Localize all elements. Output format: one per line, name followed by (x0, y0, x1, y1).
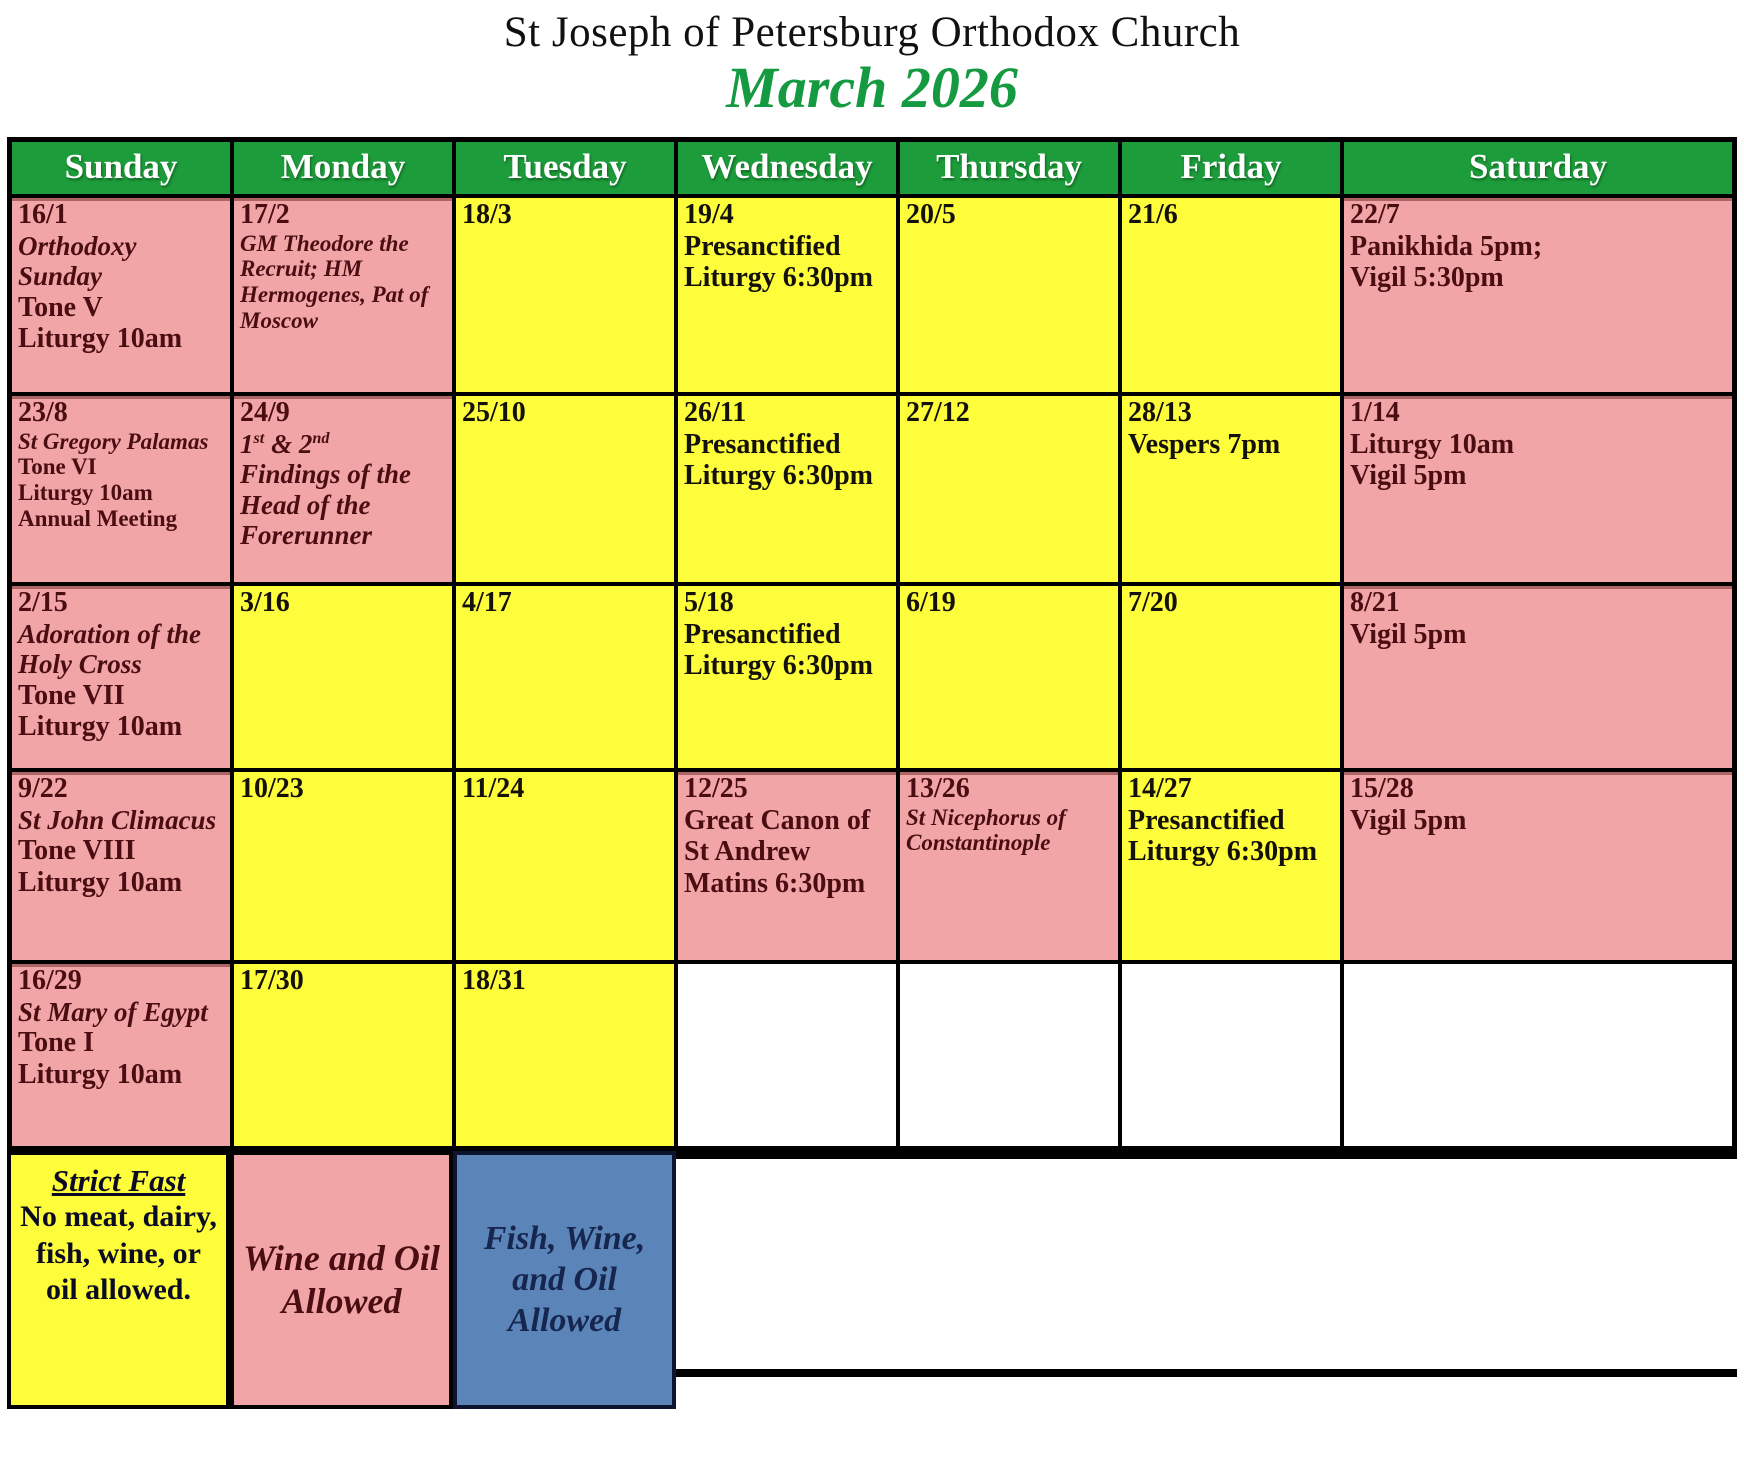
page-title: St Joseph of Petersburg Orthodox Church (503, 9, 1241, 56)
day-note: Presanctified Liturgy 6:30pm (684, 618, 873, 682)
weekday-header-thursday: Thursday (898, 140, 1120, 196)
weekday-header-monday: Monday (232, 140, 454, 196)
day-date: 18/31 (462, 965, 526, 997)
day-date: 17/30 (240, 965, 304, 997)
legend-fish-wine-oil-body: Fish, Wine, and Oil Allowed (483, 1219, 646, 1339)
day-cell (454, 962, 676, 1148)
day-cell (676, 584, 898, 770)
day-date: 14/27 (1128, 773, 1192, 805)
day-cell (10, 962, 232, 1148)
day-cell (1342, 584, 1734, 770)
day-note: 1st & 2nd (240, 428, 330, 459)
day-note: Vigil 5pm (1350, 460, 1467, 492)
weekday-header-wednesday: Wednesday (676, 140, 898, 196)
day-cell (232, 770, 454, 962)
day-date: 25/10 (462, 397, 526, 429)
day-cell (232, 196, 454, 394)
day-date: 1/14 (1350, 397, 1400, 429)
day-note: Liturgy 10am (18, 480, 153, 506)
day-date: 20/5 (906, 199, 956, 231)
weekday-header-sunday: Sunday (10, 140, 232, 196)
day-note: Tone I (18, 1027, 95, 1058)
day-cell (898, 584, 1120, 770)
day-date: 16/29 (18, 965, 82, 997)
legend-row (7, 1151, 1737, 1409)
day-cell (676, 394, 898, 584)
day-note: Liturgy 10am (18, 866, 183, 898)
day-date: 28/13 (1128, 397, 1192, 429)
day-date: 16/1 (18, 199, 68, 231)
day-note: Vespers 7pm (1128, 428, 1281, 460)
day-date: 9/22 (18, 773, 68, 805)
day-cell (10, 196, 232, 394)
day-date: 8/21 (1350, 587, 1400, 619)
day-note: St John Climacus (18, 804, 217, 835)
day-note: Tone V (18, 291, 103, 323)
day-note: GM Theodore the Recruit; HM Hermogenes, Pat of Moscow (240, 230, 429, 334)
legend-strict-fast-body: No meat, dairy, fish, wine, or oil allowed. (20, 1200, 217, 1307)
day-note: St Nicephorus of Constantinople (906, 804, 1066, 856)
day-note: Liturgy 10am (18, 711, 183, 743)
day-cell (1120, 196, 1342, 394)
weekday-header-tuesday: Tuesday (454, 140, 676, 196)
calendar (7, 137, 1737, 1151)
day-date: 27/12 (906, 397, 970, 429)
day-note: Presanctified Liturgy 6:30pm (684, 428, 873, 492)
day-date: 10/23 (240, 773, 304, 805)
weekday-header-saturday: Saturday (1342, 140, 1734, 196)
day-note: Panikhida 5pm; (1350, 230, 1543, 262)
day-date: 22/7 (1350, 199, 1400, 231)
day-date: 12/25 (684, 773, 748, 805)
day-note: Tone VII (18, 679, 125, 711)
day-cell (232, 962, 454, 1148)
day-date: 26/11 (684, 397, 747, 429)
day-date: 13/26 (906, 773, 970, 805)
day-cell (1120, 962, 1342, 1148)
day-cell (1342, 770, 1734, 962)
day-cell (454, 584, 676, 770)
legend-strict-fast-heading: Strict Fast (51, 1163, 186, 1199)
day-cell (232, 394, 454, 584)
day-cell (1342, 196, 1734, 394)
day-note: Liturgy 10am (18, 1058, 183, 1090)
day-cell (1120, 584, 1342, 770)
day-note: Liturgy 10am (18, 323, 183, 355)
day-cell (1120, 770, 1342, 962)
day-note: Vigil 5pm (1350, 618, 1467, 650)
day-date: 7/20 (1128, 587, 1178, 619)
weekday-header-friday: Friday (1120, 140, 1342, 196)
day-note: Presanctified Liturgy 6:30pm (684, 230, 873, 294)
day-date: 19/4 (684, 199, 734, 231)
day-date: 6/19 (906, 587, 956, 619)
day-cell (898, 962, 1120, 1148)
day-note: Presanctified Liturgy 6:30pm (1128, 804, 1318, 868)
day-cell (898, 196, 1120, 394)
day-note: Vigil 5pm (1350, 804, 1467, 836)
calendar-grid (7, 137, 1737, 1151)
day-cell (10, 584, 232, 770)
day-note: Great Canon of St Andrew Matins 6:30pm (684, 804, 871, 899)
day-cell (454, 196, 676, 394)
day-cell (232, 584, 454, 770)
day-cell (676, 962, 898, 1148)
day-cell (1120, 394, 1342, 584)
day-note: Findings of the Head of the Forerunner (240, 459, 412, 550)
legend-wine-oil (230, 1151, 453, 1409)
day-note: Orthodoxy Sunday (18, 230, 137, 291)
day-note: Tone VI (18, 454, 97, 480)
day-note: Vigil 5:30pm (1350, 262, 1504, 294)
day-date: 21/6 (1128, 199, 1178, 231)
day-note: Annual Meeting (18, 506, 178, 532)
day-cell (1342, 394, 1734, 584)
page-subtitle: March 2026 (726, 55, 1018, 121)
legend-fish-wine-oil (453, 1151, 676, 1409)
day-cell (898, 394, 1120, 584)
day-cell (10, 394, 232, 584)
day-date: 17/2 (240, 199, 290, 231)
day-date: 15/28 (1350, 773, 1414, 805)
day-note: Liturgy 10am (1350, 428, 1515, 460)
day-date: 24/9 (240, 397, 290, 429)
legend-wine-oil-body: Wine and Oil Allowed (243, 1237, 440, 1322)
day-cell (676, 196, 898, 394)
day-date: 11/24 (462, 773, 525, 805)
day-cell (10, 770, 232, 962)
day-date: 4/17 (462, 587, 512, 619)
day-cell (898, 770, 1120, 962)
day-date: 2/15 (18, 587, 68, 619)
day-date: 18/3 (462, 199, 512, 231)
day-note: St Gregory Palamas (18, 428, 209, 454)
day-cell (1342, 962, 1734, 1148)
day-cell (454, 770, 676, 962)
legend-filler (676, 1151, 1737, 1377)
day-cell (676, 770, 898, 962)
day-date: 3/16 (240, 587, 290, 619)
day-note: St Mary of Egypt (18, 996, 208, 1027)
day-date: 5/18 (684, 587, 734, 619)
day-cell (454, 394, 676, 584)
day-note: Adoration of the Holy Cross (18, 618, 202, 679)
day-date: 23/8 (18, 397, 68, 429)
legend-strict-fast (7, 1151, 230, 1409)
day-note: Tone VIII (18, 835, 136, 866)
